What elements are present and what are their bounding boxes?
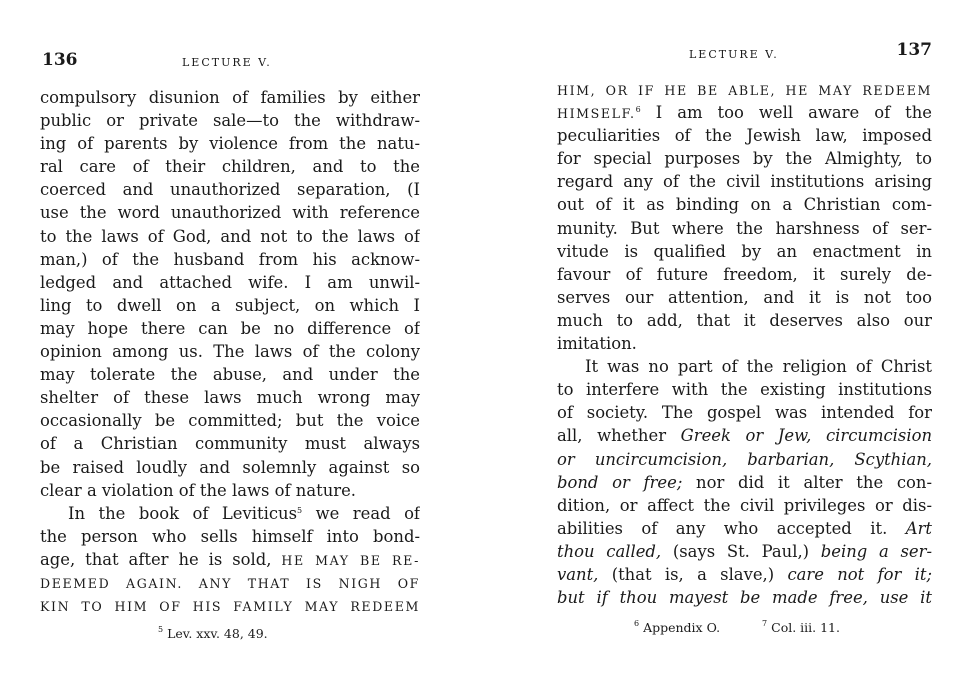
text-line: occasionally be committed; but the voice	[40, 411, 420, 431]
page-number: 137	[896, 40, 932, 60]
text-line: vitude is qualified by an enactment in	[557, 241, 932, 261]
text-line: public or private sale—to the withdraw-	[40, 111, 420, 131]
text-line: compulsory disunion of families by either	[40, 88, 420, 107]
footnote-text: Appendix O.	[643, 620, 721, 635]
text-line: to the laws of God, and not to the laws of	[40, 226, 420, 246]
text-line: age, that after he is sold, HE MAY BE RE-	[40, 549, 420, 569]
text-line: much to add, that it deserves also our	[557, 310, 932, 330]
footnote-mark: 6	[634, 619, 640, 628]
text-line: dition, or affect the civil privileges or dis-	[557, 495, 932, 515]
text-line: man,) of the husband from his acknow-	[40, 249, 420, 269]
text-line: peculiarities of the Jewish law, imposed	[557, 126, 932, 146]
text-line: DEEMED AGAIN. ANY THAT IS NIGH OF	[40, 575, 420, 591]
footnote-text: Col. iii. 11.	[771, 620, 840, 635]
text-line: KIN TO HIM OF HIS FAMILY MAY REDEEM	[40, 599, 420, 615]
text-line: for special purposes by the Almighty, to	[557, 149, 932, 169]
text-line: bond or free; nor did it alter the con-	[557, 472, 932, 492]
text-line: of society. The gospel was intended for	[557, 403, 932, 423]
left-page-header	[40, 50, 420, 80]
text-line: regard any of the civil institutions arising	[557, 172, 932, 192]
footnote-reference: 5	[296, 505, 303, 515]
text-line: munity. But where the harshness of ser-	[557, 218, 932, 238]
text-line: vant, (that is, a slave,) care not for it;	[557, 564, 932, 584]
text-line: opinion among us. The laws of the colony	[40, 342, 420, 362]
running-head: LECTURE V.	[182, 56, 272, 69]
text-line: HIMSELF.$^6$ I am too well aware of the	[557, 103, 932, 123]
text-line: but if thou mayest be made free, use it	[557, 588, 932, 608]
text-line: the person who sells himself into bond-	[40, 526, 420, 546]
footnote-text: Lev. xxv. 48, 49.	[167, 626, 268, 641]
text-line: favour of future freedom, it surely de-	[557, 264, 932, 284]
text-line: use the word unauthorized with reference	[40, 203, 420, 223]
text-line: thou called, (says St. Paul,) being a ser-	[557, 541, 932, 561]
right-page	[557, 0, 932, 685]
right-page-header	[557, 40, 932, 70]
text-line: may hope there can be no difference of	[40, 318, 420, 338]
text-line: ledged and attached wife. I am unwil-	[40, 272, 420, 292]
text-line: clear a violation of the laws of nature.	[40, 480, 356, 500]
text-line: be raised loudly and solemnly against so	[40, 457, 420, 477]
left-page	[40, 0, 420, 685]
text-line: to interfere with the existing institutions	[557, 380, 932, 400]
text-line: serves our attention, and it is not too	[557, 287, 932, 307]
text-line: In the book of Leviticus$^5$ we read of	[68, 503, 420, 523]
text-line: It was no part of the religion of Christ	[585, 357, 932, 377]
page-number: 136	[42, 50, 78, 70]
text-line: HIM, OR IF HE BE ABLE, HE MAY REDEEM	[557, 83, 932, 98]
text-line: imitation.	[557, 334, 637, 354]
text-line: or uncircumcision, barbarian, Scythian,	[557, 449, 932, 469]
footnote-mark: 5	[158, 625, 164, 634]
text-line: abilities of any who accepted it. Art	[557, 518, 932, 538]
text-line: coerced and unauthorized separation, (I	[40, 180, 420, 200]
text-line: shelter of these laws much wrong may	[40, 388, 420, 408]
footnote-reference: 6	[635, 105, 641, 115]
text-line: out of it as binding on a Christian com-	[557, 195, 932, 215]
text-line: of a Christian community must always	[40, 434, 420, 454]
text-line: ing of parents by violence from the natu-	[40, 134, 420, 154]
text-line: all, whether Greek or Jew, circumcision	[557, 426, 932, 446]
footnote-mark: 7	[762, 619, 768, 628]
footnote	[158, 626, 268, 641]
running-head: LECTURE V.	[689, 48, 779, 61]
footnotes	[634, 620, 840, 635]
left-page-body	[40, 86, 420, 617]
text-line: may tolerate the abuse, and under the	[40, 365, 420, 385]
text-line: ling to dwell on a subject, on which I	[40, 295, 420, 315]
text-line: ral care of their children, and to the	[40, 157, 420, 177]
right-page-body	[557, 78, 932, 609]
